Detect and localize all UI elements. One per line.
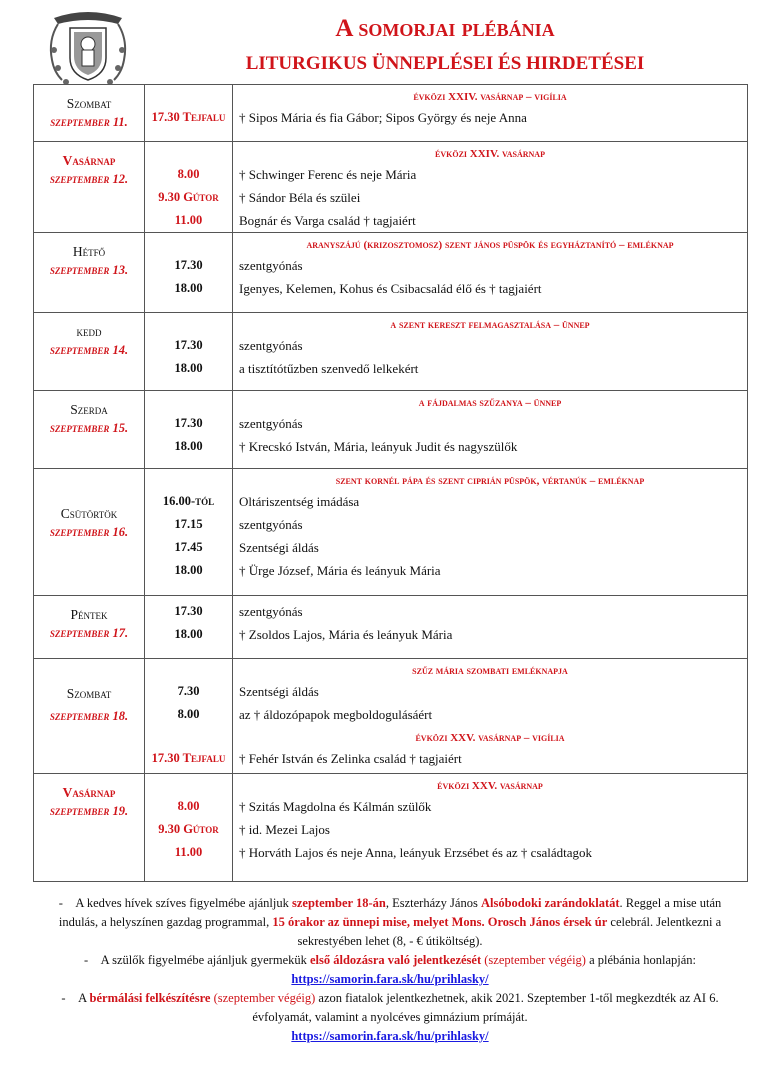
mass-intention: † id. Mezei Lajos <box>239 822 330 837</box>
feast-heading: a szent kereszt felmagasztalása – ünnep <box>390 319 590 331</box>
mass-intention: Oltáriszentség imádása <box>239 494 360 509</box>
day-date: szeptember 19. <box>49 804 129 818</box>
mass-intention: a tisztítótűzben szenvedő lelkekért <box>239 361 419 376</box>
title-line-1: A somorjai plébánia <box>335 15 555 42</box>
mass-intention: † Zsoldos Lajos, Mária és leányuk Mária <box>239 627 453 642</box>
day-name: kedd <box>76 324 102 339</box>
mass-intention: † Sipos Mária és fia Gábor; Sipos György és neje Anna <box>239 110 527 125</box>
day-row <box>34 596 748 659</box>
mass-time: 18.00 <box>174 563 203 577</box>
day-cell <box>34 142 145 233</box>
mass-intention: † Fehér István és Zelinka család † tagjaiért <box>239 751 462 766</box>
mass-time: 8.00 <box>177 167 200 181</box>
mass-time: 8.00 <box>177 707 200 721</box>
title-line-2: LITURGIKUS ÜNNEPLÉSEI ÉS HIRDETÉSEI <box>245 53 645 74</box>
feast-heading: a fájdalmas szűzanya – ünnep <box>418 397 562 409</box>
day-row <box>34 85 748 142</box>
day-name: Péntek <box>70 607 108 622</box>
announcement-confirmation: - A bérmálási felkészítésre (szeptember végéig) azon fiatalok jelentkezhetnek, akik 2021. Szeptember 1-től megkezdték az AI 6. évfolyamát, valamint a nyolcéves gimnázium prímáját. <box>61 991 719 1024</box>
feast-heading: évközi XXV. vasárnap <box>437 780 543 792</box>
mass-time: 11.00 <box>174 845 203 859</box>
time-cell <box>145 469 233 596</box>
day-cell <box>34 596 145 659</box>
time-cell <box>145 596 233 659</box>
mass-time: 17.30 Tejfalu <box>151 110 226 124</box>
mass-intention: † Ürge József, Mária és leányuk Mária <box>239 563 441 578</box>
mass-time: 18.00 <box>174 439 203 453</box>
feast-heading: évközi XXIV. vasárnap – vigília <box>413 91 567 103</box>
day-row <box>34 313 748 391</box>
description-cell <box>233 85 748 142</box>
mass-time: 8.00 <box>177 799 200 813</box>
mass-time: 7.30 <box>177 684 200 698</box>
day-name: Hétfő <box>72 244 106 259</box>
mass-time: 9.30 Gútor <box>158 822 219 836</box>
time-cell <box>145 774 233 882</box>
mass-time: 17.30 <box>174 416 203 430</box>
day-date: szeptember 13. <box>49 263 129 277</box>
day-cell <box>34 233 145 313</box>
day-date: szeptember 11. <box>50 115 128 129</box>
mass-time: 17.30 <box>174 258 203 272</box>
day-name: Szombat <box>66 686 112 701</box>
mass-intention: † Krecskó István, Mária, leányuk Judit és nagyszülők <box>239 439 518 454</box>
mass-intention: Szentségi áldás <box>239 540 319 555</box>
mass-time: 11.00 <box>174 213 203 227</box>
mass-intention: szentgyónás <box>239 338 303 353</box>
feast-heading: évközi XXIV. vasárnap <box>435 148 545 160</box>
day-name: Szerda <box>70 402 108 417</box>
mass-time: 17.30 Tejfalu <box>151 751 226 765</box>
day-date: szeptember 18. <box>49 709 129 723</box>
announcement-first-communion: - A szülők figyelmébe ajánljuk gyermekük első áldozásra való jelentkezését (szeptember végéig) a plébánia honlapján: <box>84 953 696 967</box>
feast-heading: aranyszájú (krizosztomosz) szent jános püspök és egyháztanító – emléknap <box>306 239 674 251</box>
mass-time: 18.00 <box>174 361 203 375</box>
day-date: szeptember 16. <box>49 525 129 539</box>
description-cell <box>233 142 748 233</box>
day-cell <box>34 774 145 882</box>
time-cell <box>145 313 233 391</box>
day-name: Csütörtök <box>60 506 118 521</box>
day-cell <box>34 469 145 596</box>
announcement-link-1 <box>40 970 740 989</box>
mass-time: 16.00-tól <box>162 494 215 508</box>
mass-intention: szentgyónás <box>239 416 303 431</box>
day-cell <box>34 313 145 391</box>
day-row <box>34 391 748 469</box>
day-name: Szombat <box>66 96 112 111</box>
day-date: szeptember 12. <box>49 172 129 186</box>
mass-intention: szentgyónás <box>239 604 303 619</box>
description-cell <box>233 659 748 774</box>
time-cell <box>145 142 233 233</box>
mass-time: 17.30 <box>174 338 203 352</box>
day-row <box>34 469 748 596</box>
registration-link[interactable]: https://samorin.fara.sk/hu/prihlasky/ <box>291 1029 489 1043</box>
description-cell <box>233 774 748 882</box>
day-row <box>34 659 748 774</box>
day-date: szeptember 17. <box>49 626 129 640</box>
mass-intention: Igenyes, Kelemen, Kohus és Csibacsalád élő és † tagjaiért <box>239 281 542 296</box>
mass-intention: Bognár és Varga család † tagjaiért <box>239 213 416 228</box>
mass-intention: szentgyónás <box>239 258 303 273</box>
parish-crest-logo <box>44 10 132 88</box>
mass-intention: † Sándor Béla és szülei <box>239 190 361 205</box>
mass-time: 9.30 Gútor <box>158 190 219 204</box>
day-name: Vasárnap <box>62 153 116 168</box>
time-cell <box>145 85 233 142</box>
time-cell <box>145 391 233 469</box>
mass-time: 17.30 <box>174 604 203 618</box>
feast-heading: szűz mária szombati emléknapja <box>412 665 568 677</box>
day-row <box>34 774 748 882</box>
day-cell <box>34 391 145 469</box>
day-row <box>34 233 748 313</box>
time-cell <box>145 233 233 313</box>
day-cell <box>34 659 145 774</box>
page-title <box>150 14 740 78</box>
registration-link[interactable]: https://samorin.fara.sk/hu/prihlasky/ <box>291 972 489 986</box>
feast-heading: évközi XXV. vasárnap – vigília <box>415 732 565 744</box>
day-cell <box>34 85 145 142</box>
day-row <box>34 142 748 233</box>
announcement-link-2 <box>40 1027 740 1046</box>
mass-time: 17.45 <box>174 540 203 554</box>
announcements <box>40 894 740 1046</box>
mass-time: 17.15 <box>174 517 203 531</box>
mass-intention: Szentségi áldás <box>239 684 319 699</box>
description-cell <box>233 313 748 391</box>
day-name: Vasárnap <box>62 785 116 800</box>
schedule-table <box>33 84 748 882</box>
mass-time: 18.00 <box>174 281 203 295</box>
day-date: szeptember 14. <box>49 343 129 357</box>
description-cell <box>233 596 748 659</box>
time-cell <box>145 659 233 774</box>
description-cell <box>233 391 748 469</box>
announcement-pilgrimage: - A kedves hívek szíves figyelmébe ajánljuk szeptember 18-án, Eszterházy János Alsóbodoki zarándoklatát. Reggel a mise után indulás, a helyszínen gazdag programmal, 15 órakor az ünnepi mise, melyet Mons. Orosch János érsek úr celebrál. Jelentkezni a sekrestyében lehet (8, - € útiköltség). <box>58 896 722 948</box>
description-cell <box>233 233 748 313</box>
day-date: szeptember 15. <box>49 421 129 435</box>
mass-intention: † Szitás Magdolna és Kálmán szülők <box>239 799 432 814</box>
mass-time: 18.00 <box>174 627 203 641</box>
mass-intention: az † áldozópapok megboldogulásáért <box>239 707 433 722</box>
feast-heading: szent kornél pápa és szent ciprián püspök, vértanúk – emléknap <box>335 475 645 487</box>
mass-intention: † Schwinger Ferenc és neje Mária <box>239 167 417 182</box>
mass-intention: † Horváth Lajos és neje Anna, leányuk Erzsébet és az † családtagok <box>239 845 593 860</box>
mass-intention: szentgyónás <box>239 517 303 532</box>
description-cell <box>233 469 748 596</box>
